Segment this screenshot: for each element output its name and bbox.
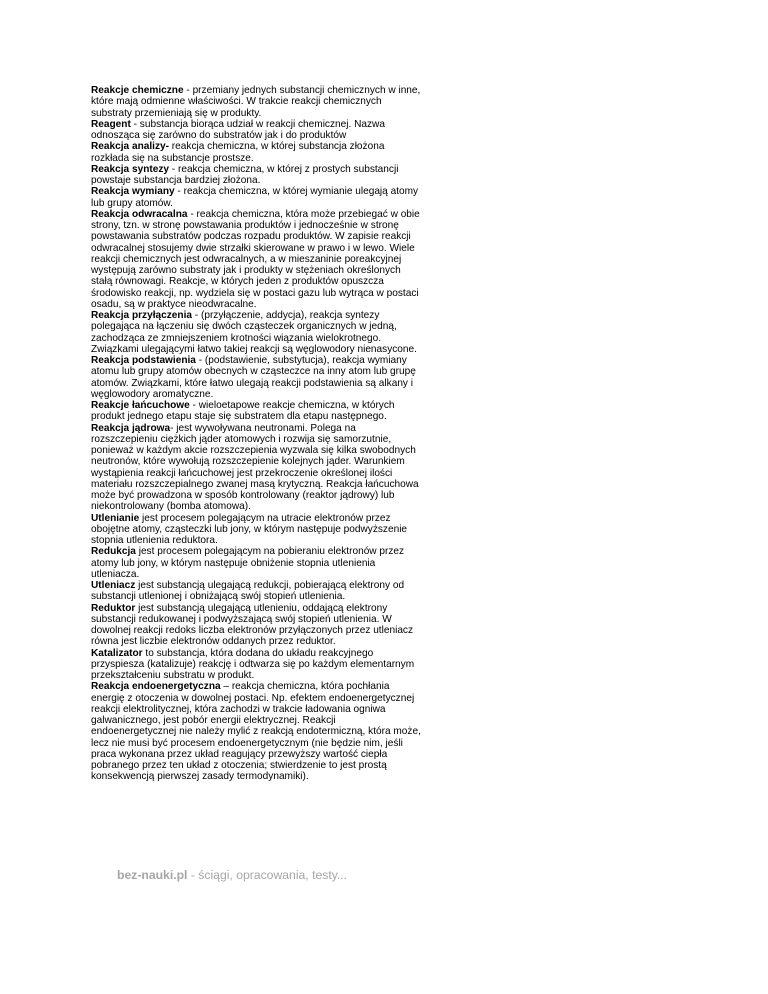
- term-label: Reakcja odwracalna: [91, 208, 188, 220]
- definition-utleniacz: [91, 580, 421, 603]
- definition-text: jest substancją ulegającą utlenieniu, oddającą elektrony substancji redukowanej i podwyższającą swój stopień utlenienia. W dowolnej reakcji redoks liczba elektronów przyłączonych przez utleniacz równa jest liczbie elektronów oddanych przez reduktor.: [91, 602, 414, 648]
- definition-text: to substancja, która dodana do układu reakcyjnego przyspiesza (katalizuje) reakcję i odtwarza się po każdym elementarnym przekształceniu substratu w produkt.: [91, 647, 415, 681]
- term-label: Redukcja: [91, 546, 136, 558]
- term-label: Reakcja analizy-: [91, 141, 169, 153]
- term-label: Utlenianie: [91, 512, 140, 524]
- term-label: Reduktor: [91, 602, 136, 614]
- definition-reakcja-podstawienia: [91, 355, 421, 400]
- footer-brand: bez-nauki.pl: [117, 868, 188, 882]
- term-label: Reakcja wymiany: [91, 186, 175, 198]
- term-label: Utleniacz: [91, 580, 136, 591]
- definition-text: jest substancją ulegającą redukcji, pobierającą elektrony od substancji utlenionej i obniżającą swój stopień utlenienia.: [91, 580, 405, 603]
- term-label: Reakcja endoenergetyczna: [91, 681, 221, 693]
- definition-text: reakcja chemiczna, w której substancja złożona rozkłada się na substancje prostsze.: [91, 141, 385, 164]
- definition-text: - wieloetapowe reakcje chemiczna, w których produkt jednego etapu staje się substratem dla etapu następnego.: [91, 400, 395, 423]
- definition-text: - reakcja chemiczna, która może przebiegać w obie strony, tzn. w stronę powstawania produktów i jednocześnie w stronę powstawania substratów podczas rozpadu produktów. W zapisie reakcji odwracalnej stosujemy dwie strzałki skierowane w prawo i w lewo. Wiele reakcji chemicznych jest odwracalnych, a w mieszaninie poreakcyjnej występują zarówno substraty jak i produkty w stężeniach określonych stałą równowagi. Reakcje, w których jeden z produktów opuszcza środowisko reakcji, np. wydziela się w postaci gazu lub wytrąca w postaci osadu, są w praktyce nieodwracalne.: [91, 208, 420, 310]
- definition-text: - substancja biorąca udział w reakcji chemicznej. Nazwa odnosząca się zarówno do substratów jak i do produktów: [91, 118, 385, 141]
- definition-text: - reakcja chemiczna, w której wymianie ulegają atomy lub grupy atomów.: [91, 186, 419, 209]
- definition-katalizator: [91, 648, 421, 682]
- term-label: Reakcje łańcuchowe: [91, 400, 190, 411]
- definition-reduktor: [91, 603, 421, 648]
- definition-text: jest procesem polegającym na utracie elektronów przez obojętne atomy, cząsteczki lub jony, w którym następuje podwyższenie stopnia utlenienia reduktora.: [91, 512, 408, 546]
- term-label: Reakcje chemiczne: [91, 85, 184, 96]
- definition-reakcje-lancuchowe: [91, 400, 421, 423]
- footer-tagline: - ściągi, opracowania, testy...: [187, 868, 348, 882]
- definition-redukcja: [91, 546, 421, 580]
- definition-reakcja-przylaczenia: [91, 310, 421, 355]
- definition-text: – reakcja chemiczna, która pochłania energię z otoczenia w dowolnej postaci. Np. efektem endoenergetycznej reakcji elektrolitycznej, która zachodzi w trakcie ładowania ogniwa galwanicznego, jest pobór energii elektrycznej. Reakcji endoenergetycznej nie należy mylić z reakcją endotermiczną, która może, lecz nie musi być procesem endoenergetycznym (nie będzie nim, jeśli praca wykonana przez układ reagujący przewyższy wartość ciepła pobranego przez ten układ z otoczenia; stwierdzenie to jest prostą konsekwencją pierwszej zasady termodynamiki).: [91, 681, 421, 783]
- definition-reakcja-endoenergetyczna: [91, 681, 421, 782]
- definition-reakcje-chemiczne: [91, 85, 421, 119]
- term-label: Reakcja syntezy: [91, 163, 169, 175]
- definition-text: - jest wywoływana neutronami. Polega na rozszczepieniu ciężkich jąder atomowych i rozwija się samorzutnie, ponieważ w każdym akcie rozszczepienia wyzwala się kilka swobodnych neutronów, które wywołują rozszczepienie kolejnych jąder. Warunkiem wystąpienia reakcji łańcuchowej jest przekroczenie określonej ilości materiału rozszczepialnego zwanej masą krytyczną. Reakcja łańcuchowa może być prowadzona w sposób kontrolowany (reaktor jądrowy) lub niekontrolowany (bomba atomowa).: [91, 422, 419, 513]
- definition-reakcja-analizy: [91, 141, 421, 164]
- definition-text: - (przyłączenie, addycja), reakcja syntezy polegająca na łączeniu się dwóch cząsteczek organicznych w jedną, zachodząca ze zmniejszeniem krotności wiązania wielokrotnego. Związkami ulegającymi łatwo takiej reakcji są węglowodory nienasycone.: [91, 310, 417, 355]
- document-body: [91, 85, 421, 783]
- term-label: Reakcja jądrowa: [91, 422, 171, 434]
- definition-text: - (podstawienie, substytucja), reakcja wymiany atomu lub grupy atomów obecnych w cząsteczce na inny atom lub grupę atomów. Związkami, które łatwo ulegają reakcji podstawienia są alkany i węglowodory aromatyczne.: [91, 355, 416, 400]
- definition-reakcja-jadrowa: [91, 423, 421, 513]
- definition-utlenianie: [91, 513, 421, 547]
- definition-reakcja-odwracalna: [91, 209, 421, 310]
- definition-text: - przemiany jednych substancji chemicznych w inne, które mają odmienne właściwości. W trakcie reakcji chemicznych substraty przemieniają się w produkty.: [91, 85, 421, 119]
- definition-reakcja-wymiany: [91, 186, 421, 209]
- footer-watermark: [117, 868, 347, 882]
- term-label: Reagent: [91, 118, 131, 130]
- definition-reagent: [91, 119, 421, 142]
- definition-reakcja-syntezy: [91, 164, 421, 187]
- term-label: Katalizator: [91, 647, 143, 659]
- definition-text: - reakcja chemiczna, w której z prostych substancji powstaje substancja bardziej złożona.: [91, 163, 399, 186]
- definition-text: jest procesem polegającym na pobieraniu elektronów przez atomy lub jony, w którym następuje obniżenie stopnia utlenienia utleniacza.: [91, 546, 405, 580]
- term-label: Reakcja przyłączenia: [91, 310, 192, 321]
- term-label: Reakcja podstawienia: [91, 355, 196, 366]
